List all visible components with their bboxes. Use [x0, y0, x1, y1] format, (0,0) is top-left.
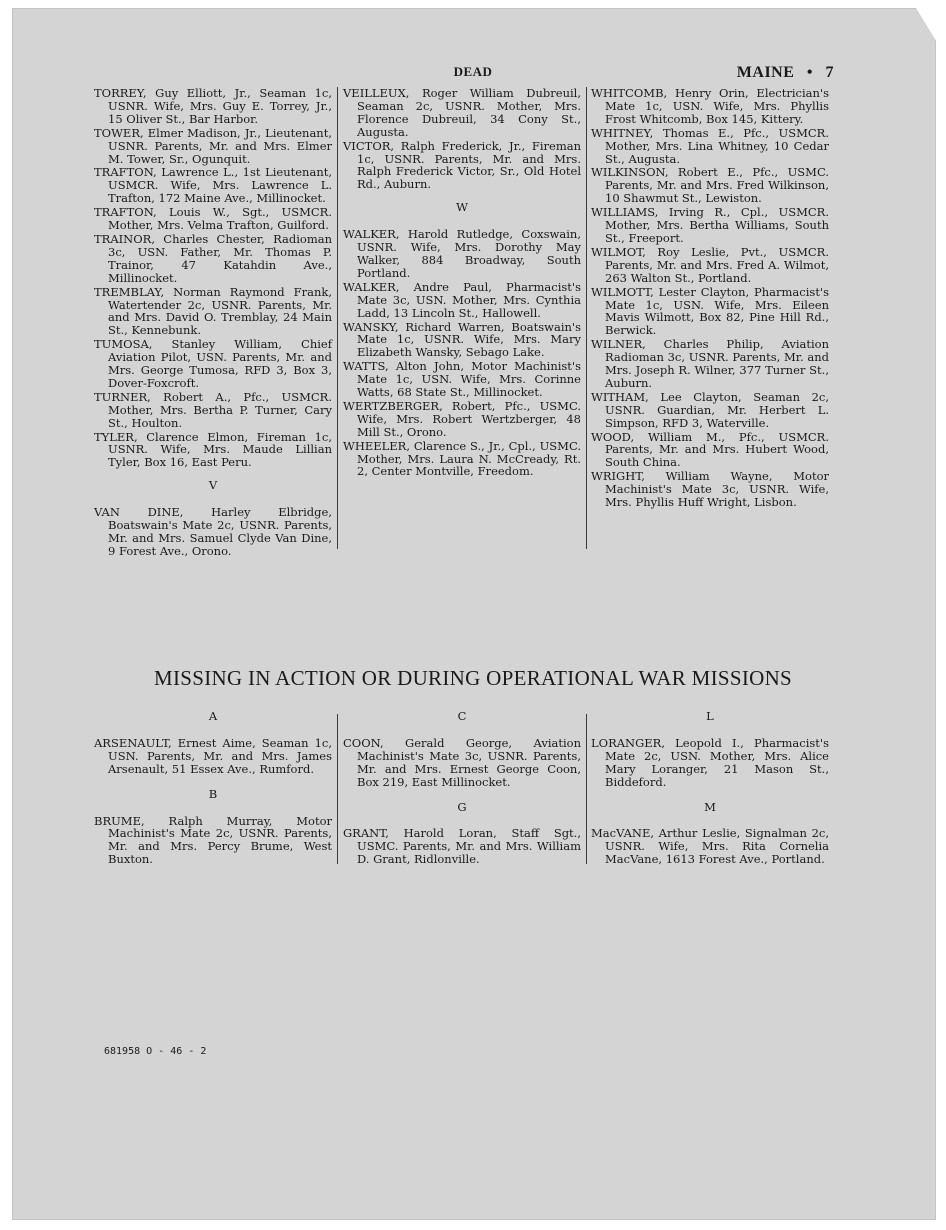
dead-column-2: [343, 87, 581, 479]
dead-entry: WRIGHT, William Wayne, Motor Machinist's Mate 3c, USNR. Wife, Mrs. Phyllis Huff Wright, Lisbon.: [591, 469, 829, 510]
dead-entry: WHITNEY, Thomas E., Pfc., USMCR. Mother, Mrs. Lina Whitney, 10 Cedar St., Augusta.: [591, 125, 829, 166]
letter-heading-l: L: [706, 709, 714, 723]
running-header: [737, 64, 834, 82]
dead-entry: VICTOR, Ralph Frederick, Jr., Fireman 1c, USNR. Parents, Mr. and Mrs. Ralph Frederick Victor, Sr., Old Hotel Rd., Auburn.: [343, 138, 581, 192]
dead-entry: WANSKY, Richard Warren, Boatswain's Mate 1c, USNR. Wife, Mrs. Mary Elizabeth Wansky, Sebago Lake.: [343, 319, 581, 360]
dead-entry: WILMOT, Roy Leslie, Pvt., USMCR. Parents, Mr. and Mrs. Fred A. Wilmot, 263 Walton St., Portland.: [591, 244, 829, 285]
dead-entry: VAN DINE, Harley Elbridge, Boatswain's Mate 2c, USNR. Parents, Mr. and Mrs. Samuel Clyde Van Dine, 9 Forest Ave., Orono.: [94, 505, 332, 558]
dead-entry: WHEELER, Clarence S., Jr., Cpl., USMC. Mother, Mrs. Laura N. McCready, Rt. 2, Center Montville, Freedom.: [343, 438, 581, 479]
dead-column-1: [94, 87, 332, 559]
letter-heading-g: G: [457, 799, 467, 814]
dead-entry: WATTS, Alton John, Motor Machinist's Mate 1c, USN. Wife, Mrs. Corinne Watts, 68 State St., Millinocket.: [343, 359, 581, 400]
dead-entry: TRAINOR, Charles Chester, Radioman 3c, USN. Father, Mr. Thomas P. Trainor, 47 Katahdin Ave., Millinocket.: [94, 231, 332, 285]
dead-entry: WILLIAMS, Irving R., Cpl., USMCR. Mother, Mrs. Bertha Williams, South St., Freeport.: [591, 205, 829, 245]
folded-corner: [916, 8, 938, 44]
dead-entries-w: [343, 228, 581, 478]
dead-entry: WOOD, William M., Pfc., USMCR. Parents, Mr. and Mrs. Hubert Wood, South China.: [591, 429, 829, 470]
dead-entry: WALKER, Andre Paul, Pharmacist's Mate 3c, USN. Mother, Mrs. Cynthia Ladd, 13 Lincoln St., Hallowell.: [343, 279, 581, 320]
dead-entry: WILMOTT, Lester Clayton, Pharmacist's Mate 1c, USN. Wife, Mrs. Eileen Mavis Wilmott, Box 82, Pine Hill Rd., Berwick.: [591, 284, 829, 338]
dead-entries-t: [94, 87, 332, 469]
column-divider: [586, 714, 587, 864]
dead-entry: WILNER, Charles Philip, Aviation Radioman 3c, USNR. Parents, Mr. and Mrs. Joseph R. Wilner, 377 Turner St., Auburn.: [591, 337, 829, 390]
missing-entry: ARSENAULT, Ernest Aime, Seaman 1c, USN. Parents, Mr. and Mrs. James Arsenault, 51 Essex Ave., Rumford.: [94, 735, 332, 776]
missing-column-1: [94, 710, 332, 878]
column-divider: [586, 87, 587, 549]
dead-entry: TREMBLAY, Norman Raymond Frank, Watertender 2c, USNR. Parents, Mr. and Mrs. David O. Tremblay, 24 Main St., Kennebunk.: [94, 284, 332, 338]
missing-entry: COON, Gerald George, Aviation Machinist's Mate 3c, USNR. Parents, Mr. and Mrs. Ernest George Coon, Box 219, East Millinocket.: [343, 735, 581, 789]
letter-heading-b: B: [208, 786, 218, 801]
dead-entry: WALKER, Harold Rutledge, Coxswain, USNR. Wife, Mrs. Dorothy May Walker, 884 Broadway, South Portland.: [343, 227, 581, 280]
dead-entry: VEILLEUX, Roger William Dubreuil, Seaman 2c, USNR. Mother, Mrs. Florence Dubreuil, 34 Cony St., Augusta.: [343, 86, 581, 139]
page-number: 7: [825, 64, 834, 81]
missing-entry: BRUME, Ralph Murray, Motor Machinist's Mate 2c, USNR. Parents, Mr. and Mrs. Percy Brume, West Buxton.: [94, 813, 332, 867]
dead-entry: TRAFTON, Louis W., Sgt., USMCR. Mother, Mrs. Velma Trafton, Guilford.: [94, 205, 332, 233]
missing-entry: MacVANE, Arthur Leslie, Signalman 2c, USNR. Wife, Mrs. Rita Cornelia MacVane, 1613 Forest Ave., Portland.: [591, 826, 829, 867]
dead-entry: WHITCOMB, Henry Orin, Electrician's Mate 1c, USN. Wife, Mrs. Phyllis Frost Whitcomb, Box 145, Kittery.: [591, 86, 829, 126]
letter-heading-a: A: [208, 709, 218, 723]
dead-entry: TURNER, Robert A., Pfc., USMCR. Mother, Mrs. Bertha P. Turner, Cary St., Houlton.: [94, 389, 332, 430]
letter-heading-m: M: [704, 799, 716, 814]
header-bullet: •: [806, 64, 813, 81]
dead-entry: WILKINSON, Robert E., Pfc., USMC. Parents, Mr. and Mrs. Fred Wilkinson, 10 Shawmut St., Lewiston.: [591, 165, 829, 206]
letter-heading-w: W: [456, 200, 468, 215]
dead-entry: WERTZBERGER, Robert, Pfc., USMC. Wife, Mrs. Robert Wertzberger, 48 Mill St., Orono.: [343, 398, 581, 439]
missing-section-title: MISSING IN ACTION OR DURING OPERATIONAL WAR MISSIONS: [153, 666, 793, 690]
missing-entry: GRANT, Harold Loran, Staff Sgt., USMC. Parents, Mr. and Mrs. William D. Grant, Ridlonville.: [343, 826, 581, 867]
print-code: 681958 O - 46 - 2: [104, 1046, 207, 1057]
dead-entry: TYLER, Clarence Elmon, Fireman 1c, USNR. Wife, Mrs. Maude Lillian Tyler, Box 16, East Peru.: [94, 429, 332, 470]
dead-entry: TOWER, Elmer Madison, Jr., Lieutenant, USNR. Parents, Mr. and Mrs. Elmer M. Tower, Sr., Ogunquit.: [94, 125, 332, 166]
missing-column-2: [343, 710, 581, 878]
column-divider: [337, 714, 338, 864]
column-divider: [337, 87, 338, 549]
dead-column-3: [591, 87, 829, 510]
missing-entry: LORANGER, Leopold I., Pharmacist's Mate 2c, USN. Mother, Mrs. Alice Mary Loranger, 21 Mason St., Biddeford.: [591, 735, 829, 789]
dead-entries-w2: [591, 87, 829, 509]
state-name: MAINE: [736, 64, 795, 81]
dead-entry: WITHAM, Lee Clayton, Seaman 2c, USNR. Guardian, Mr. Herbert L. Simpson, RFD 3, Waterville.: [591, 389, 829, 430]
missing-column-3: [591, 710, 829, 878]
section-header: DEAD: [453, 64, 493, 79]
letter-heading-c: C: [457, 709, 467, 723]
dead-entries-v: [94, 506, 332, 558]
dead-entry: TUMOSA, Stanley William, Chief Aviation Pilot, USN. Parents, Mr. and Mrs. George Tumosa, RFD 3, Box 3, Dover-Foxcroft.: [94, 337, 332, 390]
dead-entry: TRAFTON, Lawrence L., 1st Lieutenant, USMCR. Wife, Mrs. Lawrence L. Trafton, 172 Maine Ave., Millinocket.: [94, 165, 332, 206]
letter-heading-v: V: [208, 478, 218, 493]
dead-entries-v2: [343, 87, 581, 191]
dead-entry: TORREY, Guy Elliott, Jr., Seaman 1c, USNR. Wife, Mrs. Guy E. Torrey, Jr., 15 Oliver St., Bar Harbor.: [94, 86, 332, 126]
